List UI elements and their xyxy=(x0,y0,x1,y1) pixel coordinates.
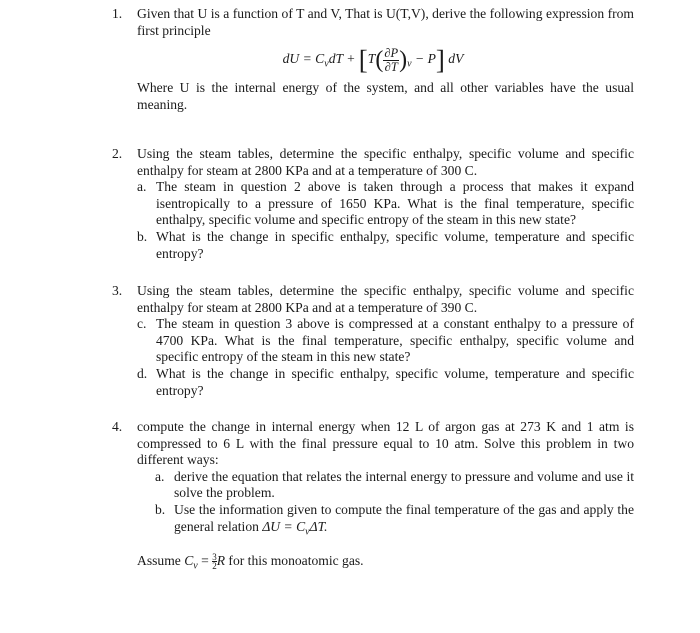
subquestion-a: a. The steam in question 2 above is taken through a process that makes it expand isentropically to a pressure of 1650 KPa. What is the final temperature, specific enthalpy, specific volume and specific entropy of the steam in this new state? xyxy=(137,179,634,228)
question-text: Using the steam tables, determine the specific enthalpy, specific volume and specific enthalpy for steam at 2800 KPa and at a temperature of 390 C. xyxy=(137,283,634,315)
subquestion-b: b. What is the change in specific enthalpy, specific volume, temperature and specific entropy? xyxy=(137,228,634,261)
question-number: 1. xyxy=(112,6,123,21)
question-text: compute the change in internal energy when 12 L of argon gas at 273 K and 1 atm is compressed to 6 L with the final pressure equal to 10 atm. Solve this problem in two different ways: xyxy=(137,419,634,468)
equation: dU = $C_vdT + [T$( $\frac{\partial P}{\partial T}$ )$_v - P$] dV xyxy=(282,45,464,76)
subquestion-d: d. What is the change in specific enthalpy, specific volume, temperature and specific entropy? xyxy=(137,365,634,398)
question-text: Given that U is a function of T and V, That is U(T,V), derive the following expression from first principle xyxy=(137,6,634,38)
question-text-continued: Where U is the internal energy of the system, and all other variables have the usual meaning. xyxy=(137,80,634,112)
question-3 xyxy=(112,283,634,399)
question-1 xyxy=(112,6,634,113)
subquestion-c: c. The steam in question 3 above is compressed at a constant enthalpy to a pressure of 4700 KPa. What is the final temperature, specific enthalpy, specific volume and specific entropy of the steam in this new state? xyxy=(137,316,634,365)
assumption-note: Assume $C_v$ = $\frac{3}{2}R$ for this monoatomic gas. xyxy=(137,552,364,572)
question-4 xyxy=(112,419,634,575)
question-number: 3. xyxy=(112,283,123,298)
question-2 xyxy=(112,146,634,262)
question-number: 4. xyxy=(112,419,123,434)
subquestion-a: a. derive the equation that relates the internal energy to pressure and volume and use it solve the problem. xyxy=(155,468,634,501)
question-text: Using the steam tables, determine the specific enthalpy, specific volume and specific enthalpy for steam at 2800 KPa and at a temperature of 300 C. xyxy=(137,146,634,178)
question-number: 2. xyxy=(112,146,123,161)
subquestion-b: b. Use the information given to compute the final temperature of the gas and apply the general relation $\Delta U = C_v\Delta T$. xyxy=(155,501,634,538)
